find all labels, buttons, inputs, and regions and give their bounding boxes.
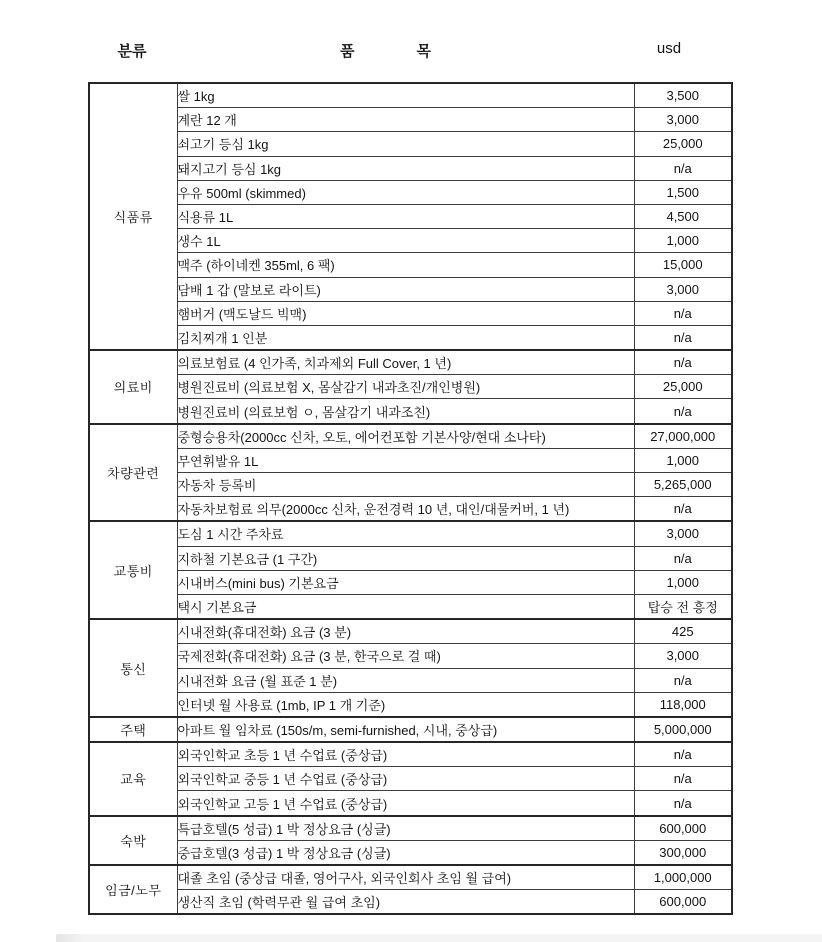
price-cell: n/a [634, 350, 732, 375]
table-row [89, 350, 732, 375]
price-cell: n/a [634, 767, 732, 791]
item-cell: 식용류 1L [177, 204, 634, 228]
item-cell: 대졸 초임 (중상급 대졸, 영어구사, 외국인회사 초임 월 급여) [177, 865, 634, 890]
item-cell: 택시 기본요금 [177, 594, 634, 619]
table-row [89, 619, 732, 644]
table-row [89, 644, 732, 668]
table-row [89, 890, 732, 915]
item-cell: 자동차 등록비 [177, 473, 634, 497]
table-row [89, 424, 732, 449]
price-cell: n/a [634, 546, 732, 570]
item-cell: 무연휘발유 1L [177, 448, 634, 472]
table-row [89, 497, 732, 522]
column-header-item [176, 40, 633, 61]
category-cell: 통신 [89, 619, 177, 717]
price-cell: n/a [634, 399, 732, 424]
table-row [89, 253, 732, 277]
item-cell: 외국인학교 중등 1 년 수업료 (중상급) [177, 767, 634, 791]
column-header-category: 분류 [117, 43, 147, 60]
table-row [89, 816, 732, 841]
price-cell: 118,000 [634, 692, 732, 717]
price-cell: 300,000 [634, 840, 732, 865]
price-cell: 3,500 [634, 83, 732, 108]
bottom-edge-artifact [56, 934, 822, 942]
price-table [88, 82, 733, 915]
category-cell: 교통비 [89, 521, 177, 619]
price-cell: 1,000 [634, 229, 732, 253]
price-cell: 4,500 [634, 204, 732, 228]
item-cell: 담배 1 갑 (말보로 라이트) [177, 277, 634, 301]
item-cell: 병원진료비 (의료보험 X, 몸살감기 내과초진/개인병원) [177, 375, 634, 399]
price-cell: 3,000 [634, 108, 732, 132]
price-cell: 600,000 [634, 816, 732, 841]
price-cell: 25,000 [634, 132, 732, 156]
price-cell: 25,000 [634, 375, 732, 399]
table-row [89, 375, 732, 399]
table-row [89, 668, 732, 692]
item-cell: 의료보험료 (4 인가족, 치과제외 Full Cover, 1 년) [177, 350, 634, 375]
column-header-item-right: 목 [416, 43, 431, 60]
table-row [89, 448, 732, 472]
table-row [89, 692, 732, 717]
price-cell: n/a [634, 325, 732, 350]
price-table-body [89, 83, 732, 914]
price-cell: n/a [634, 301, 732, 325]
price-cell: n/a [634, 497, 732, 522]
table-row [89, 742, 732, 767]
column-header-item-left: 품 [340, 43, 355, 60]
item-cell: 생수 1L [177, 229, 634, 253]
table-row [89, 399, 732, 424]
item-cell: 특급호텔(5 성급) 1 박 정상요금 (싱글) [177, 816, 634, 841]
table-row [89, 840, 732, 865]
table-row [89, 277, 732, 301]
item-cell: 시내버스(mini bus) 기본요금 [177, 570, 634, 594]
table-row [89, 83, 732, 108]
table-row [89, 791, 732, 816]
item-cell: 김치찌개 1 인분 [177, 325, 634, 350]
price-cell: 15,000 [634, 253, 732, 277]
table-row [89, 204, 732, 228]
price-cell: 425 [634, 619, 732, 644]
table-row [89, 717, 732, 742]
item-cell: 인터넷 월 사용료 (1mb, IP 1 개 기준) [177, 692, 634, 717]
table-row [89, 325, 732, 350]
price-cell: 3,000 [634, 521, 732, 546]
price-cell: 5,265,000 [634, 473, 732, 497]
item-cell: 생산직 초임 (학력무관 월 급여 초임) [177, 890, 634, 915]
price-cell: 3,000 [634, 277, 732, 301]
table-row [89, 156, 732, 180]
table-row [89, 301, 732, 325]
table-row [89, 865, 732, 890]
item-cell: 쇠고기 등심 1kg [177, 132, 634, 156]
item-cell: 돼지고기 등심 1kg [177, 156, 634, 180]
item-cell: 우유 500ml (skimmed) [177, 180, 634, 204]
category-cell: 차량관련 [89, 424, 177, 522]
table-row [89, 473, 732, 497]
item-cell: 햄버거 (맥도날드 빅맥) [177, 301, 634, 325]
price-cell: n/a [634, 742, 732, 767]
table-row [89, 108, 732, 132]
table-row [89, 180, 732, 204]
category-cell: 교육 [89, 742, 177, 816]
item-cell: 맥주 (하이네켄 355ml, 6 팩) [177, 253, 634, 277]
price-cell: n/a [634, 156, 732, 180]
table-row [89, 594, 732, 619]
category-cell: 임금/노무 [89, 865, 177, 914]
price-cell: 600,000 [634, 890, 732, 915]
category-cell: 의료비 [89, 350, 177, 424]
table-row [89, 570, 732, 594]
table-column-headers [88, 40, 731, 61]
price-cell: 1,000 [634, 570, 732, 594]
item-cell: 시내전화(휴대전화) 요금 (3 분) [177, 619, 634, 644]
column-header-currency: usd [656, 40, 682, 57]
table-row [89, 132, 732, 156]
item-cell: 중급호텔(3 성급) 1 박 정상요금 (싱글) [177, 840, 634, 865]
item-cell: 국제전화(휴대전화) 요금 (3 분, 한국으로 걸 때) [177, 644, 634, 668]
price-cell: 1,000 [634, 448, 732, 472]
price-cell: 탑승 전 흥정 [634, 594, 732, 619]
item-cell: 자동차보험료 의무(2000cc 신차, 운전경력 10 년, 대인/대물커버, 1 년) [177, 497, 634, 522]
price-cell: n/a [634, 668, 732, 692]
item-cell: 도심 1 시간 주차료 [177, 521, 634, 546]
price-cell: 1,000,000 [634, 865, 732, 890]
category-cell: 주택 [89, 717, 177, 742]
category-cell: 식품류 [89, 83, 177, 350]
price-cell: 5,000,000 [634, 717, 732, 742]
table-row [89, 521, 732, 546]
item-cell: 외국인학교 초등 1 년 수업료 (중상급) [177, 742, 634, 767]
item-cell: 지하철 기본요금 (1 구간) [177, 546, 634, 570]
item-cell: 병원진료비 (의료보험 ㅇ, 몸살감기 내과조친) [177, 399, 634, 424]
item-cell: 외국인학교 고등 1 년 수업료 (중상급) [177, 791, 634, 816]
table-row [89, 546, 732, 570]
price-cell: n/a [634, 791, 732, 816]
table-row [89, 229, 732, 253]
item-cell: 쌀 1kg [177, 83, 634, 108]
category-cell: 숙박 [89, 816, 177, 865]
price-cell: 27,000,000 [634, 424, 732, 449]
price-cell: 1,500 [634, 180, 732, 204]
item-cell: 중형승용차(2000cc 신차, 오토, 에어컨포함 기본사양/현대 소나타) [177, 424, 634, 449]
price-cell: 3,000 [634, 644, 732, 668]
table-row [89, 767, 732, 791]
item-cell: 계란 12 개 [177, 108, 634, 132]
item-cell: 아파트 월 임차료 (150s/m, semi-furnished, 시내, 중상급) [177, 717, 634, 742]
item-cell: 시내전화 요금 (월 표준 1 분) [177, 668, 634, 692]
